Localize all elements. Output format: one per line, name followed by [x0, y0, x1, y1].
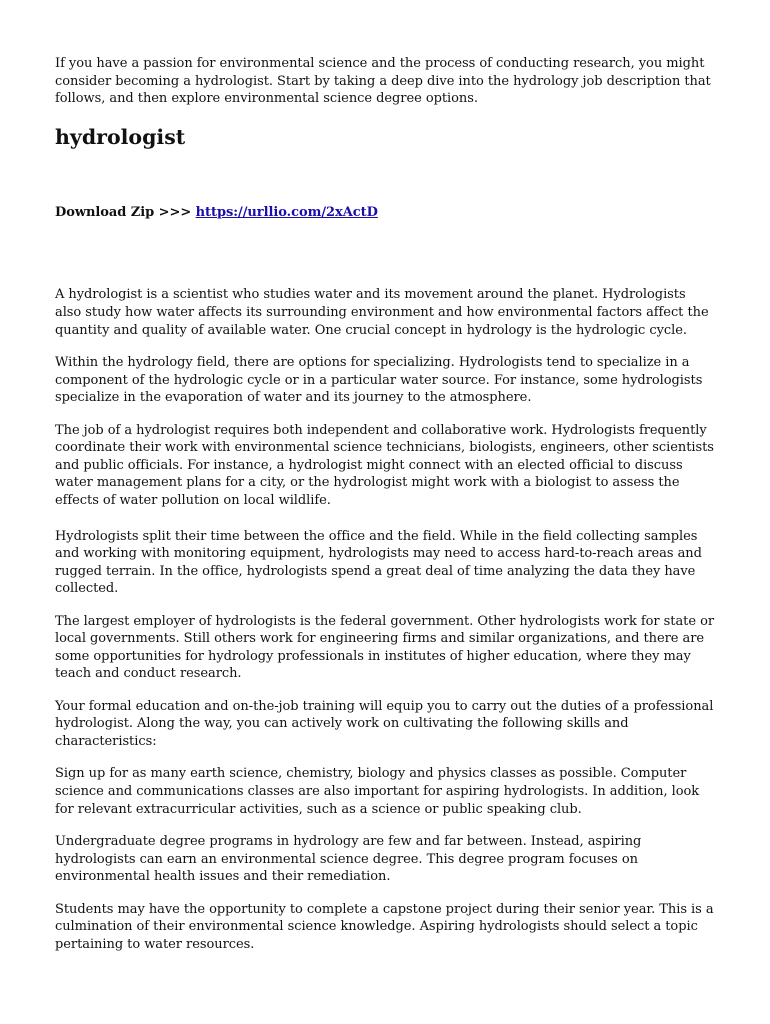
document-page [55, 55, 715, 968]
body-paragraph-9: Students may have the opportunity to complete a capstone project during their senior year. This is a culmination of their environmental science knowledge. Aspiring hydrologists should select a topic pertaining to water resources. [55, 901, 714, 952]
body-paragraph-3: The job of a hydrologist requires both independent and collaborative work. Hydrologists frequently coordinate their work with environmental science technicians, biologists, engineers, other scientists and public officials. For instance, a hydrologist might connect with an elected official to discuss water management plans for a city, or the hydrologist might work with a biologist to assess the effects of water pollution on local wildlife. [55, 422, 714, 508]
body-paragraph-4: Hydrologists split their time between the office and the field. While in the field collecting samples and working with monitoring equipment, hydrologists may need to access hard-to-reach areas and rugged terrain. In the office, hydrologists spend a great deal of time analyzing the data they have collected. [55, 528, 702, 597]
page-title: hydrologist [55, 124, 186, 149]
body-paragraph-6: Your formal education and on-the-job training will equip you to carry out the duties of a professional hydrologist. Along the way, you can actively work on cultivating the following skills and characteristics: [55, 698, 714, 750]
body-paragraph-1: A hydrologist is a scientist who studies water and its movement around the planet. Hydrologists also study how water affects its surrounding environment and how environmental factors affect the quantity and quality of available water. One crucial concept in hydrology is the hydrologic cycle. [55, 287, 709, 338]
body-paragraph-2: Within the hydrology field, there are options for specializing. Hydrologists tend to specialize in a component of the hydrologic cycle or in a particular water source. For instance, some hydrologists specialize in the evaporation of water and its journey to the atmosphere. [55, 354, 703, 406]
body-paragraph-8: Undergraduate degree programs in hydrology are few and far between. Instead, aspiring hydrologists can earn an environmental science degree. This degree program focuses on environmental health issues and their remediation. [55, 834, 642, 885]
download-link[interactable]: https://urllio.com/2xActD [195, 204, 378, 220]
download-label: Download Zip >>> [55, 204, 196, 220]
body-paragraph-5: The largest employer of hydrologists is the federal government. Other hydrologists work for state or local governments. Still others work for engineering firms and similar organizations, and there are some opportunities for hydrology professionals in institutes of higher education, where they may teach and conduct research. [55, 613, 715, 682]
body-paragraph-7: Sign up for as many earth science, chemistry, biology and physics classes as possible. Computer science and communications classes are also important for aspiring hydrologists. In addition, look for relevant extracurricular activities, such as a science or public speaking club. [55, 766, 700, 817]
intro-paragraph: If you have a passion for environmental science and the process of conducting research, you might consider becoming a hydrologist. Start by taking a deep dive into the hydrology job description that follows, and then explore environmental science degree options. [55, 56, 711, 107]
download-line [55, 204, 715, 222]
